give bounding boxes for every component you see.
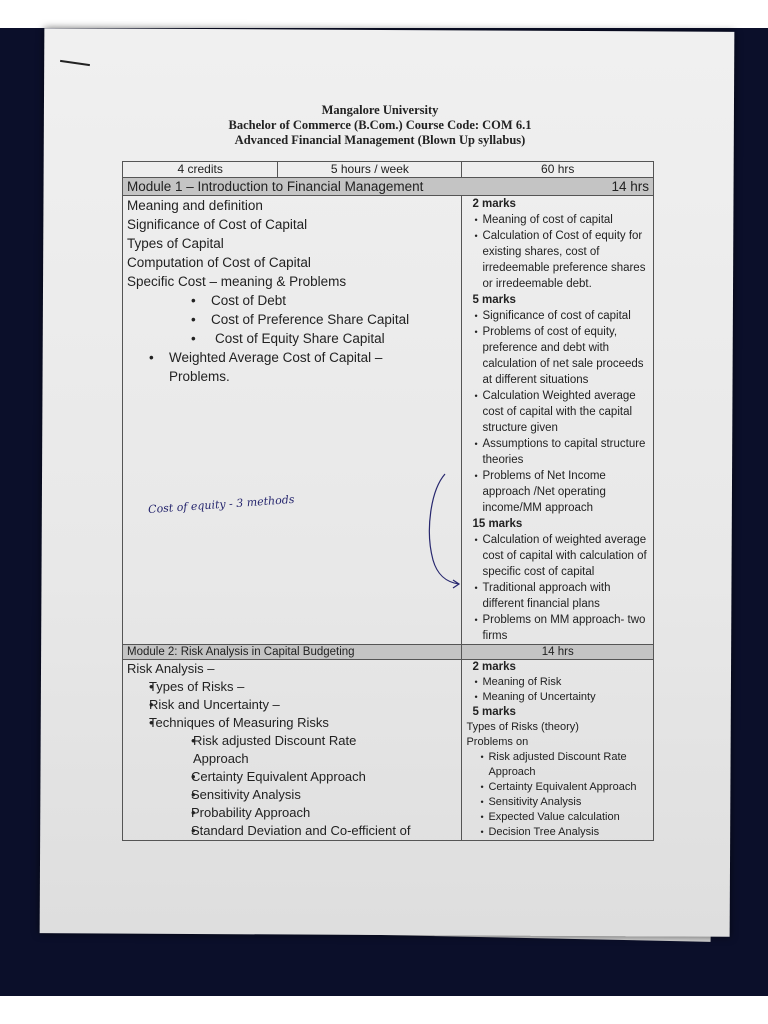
marks-heading: 2 marks (472, 661, 516, 673)
module2-content-row (123, 660, 654, 841)
marks-item: • Significance of cost of capital (466, 308, 649, 324)
sub-topic: • Risk adjusted Discount Rate Approach (127, 732, 393, 768)
total-hours-cell: 60 hrs (462, 162, 654, 178)
module1-title: Module 1 – Introduction to Financial Management (123, 178, 462, 196)
module2-header-row (123, 645, 654, 660)
handwritten-arrow (423, 470, 463, 590)
marks-item: • Decision Tree Analysis (466, 825, 649, 840)
sub-topic: • Certainty Equivalent Approach (127, 768, 457, 786)
marks-heading: 5 marks (472, 706, 516, 718)
sub-topic: • Cost of Equity Share Capital (127, 329, 457, 348)
wacc-topic: • Weighted Average Cost of Capital – Problems. (127, 348, 409, 386)
topic: • Techniques of Measuring Risks (127, 714, 457, 732)
marks-item: • Risk adjusted Discount Rate Approach (466, 750, 649, 780)
module2-marks (462, 660, 654, 841)
marks-text: Types of Risks (theory) (466, 721, 579, 733)
marks-item: • Meaning of Uncertainty (466, 690, 649, 705)
marks-item: • Meaning of cost of capital (466, 212, 649, 228)
sub-topic: • Standard Deviation and Co-efficient of (127, 822, 457, 840)
topic: Significance of Cost of Capital (127, 217, 308, 232)
marks-item: • Problems on MM approach- two firms (466, 612, 649, 644)
marks-item: • Traditional approach with different financial plans (466, 580, 649, 612)
sub-topic: • Probability Approach (127, 804, 457, 822)
sub-topic: • Sensitivity Analysis (127, 786, 457, 804)
marks-item: • Expected Value calculation (466, 810, 649, 825)
topic: Meaning and definition (127, 198, 263, 213)
marks-item: • Assumptions to capital structure theories (466, 436, 649, 468)
module1-content-row (123, 196, 654, 645)
module2-hours: 14 hrs (462, 645, 654, 660)
marks-item: • Calculation Weighted average cost of capital with the capital structure given (466, 388, 649, 436)
marks-text: Problems on (466, 736, 529, 748)
marks-item: • Problems of Net Income approach /Net operating income/MM approach (466, 468, 649, 516)
handwritten-note: Cost of equity - 3 methods (147, 492, 295, 517)
university-name: Mangalore University (321, 103, 439, 117)
topic: Specific Cost – meaning & Problems (127, 274, 347, 289)
sub-topic: • Cost of Debt (127, 291, 457, 310)
marks-heading: 15 marks (472, 518, 523, 530)
topic: Computation of Cost of Capital (127, 255, 311, 270)
module1-topics (123, 196, 462, 645)
topic: • Types of Risks – (127, 678, 457, 696)
credits-row (123, 162, 654, 178)
marks-item: • Certainty Equivalent Approach (466, 780, 649, 795)
module1-marks (462, 196, 654, 645)
sub-topic: • Cost of Preference Share Capital (127, 310, 457, 329)
course-line: Bachelor of Commerce (B.Com.) Course Code: COM 6.1 (228, 118, 532, 132)
marks-item: • Sensitivity Analysis (466, 795, 649, 810)
marks-item: • Meaning of Risk (466, 675, 649, 690)
topic: • Risk and Uncertainty – (127, 696, 457, 714)
credits-cell: 4 credits (123, 162, 278, 178)
marks-item: • Calculation of Cost of equity for existing shares, cost of irredeemable preference shares or irredeemable debt. (466, 228, 649, 292)
marks-heading: 5 marks (472, 294, 516, 306)
module1-hours: 14 hrs (462, 178, 654, 196)
document-header (180, 103, 580, 148)
module2-topics (123, 660, 462, 841)
module2-title: Module 2: Risk Analysis in Capital Budgeting (123, 645, 462, 660)
hours-week-cell: 5 hours / week (278, 162, 462, 178)
topic: Risk Analysis – (127, 661, 215, 676)
subject-line: Advanced Financial Management (Blown Up syllabus) (234, 133, 526, 147)
marks-item: • Calculation of weighted average cost of capital with calculation of specific cost of capital (466, 532, 649, 580)
module1-header-row (123, 178, 654, 196)
marks-item: • Problems of cost of equity, preference and debt with calculation of net sale proceeds at different situations (466, 324, 649, 388)
marks-heading: 2 marks (472, 198, 516, 210)
topic: Types of Capital (127, 236, 224, 251)
